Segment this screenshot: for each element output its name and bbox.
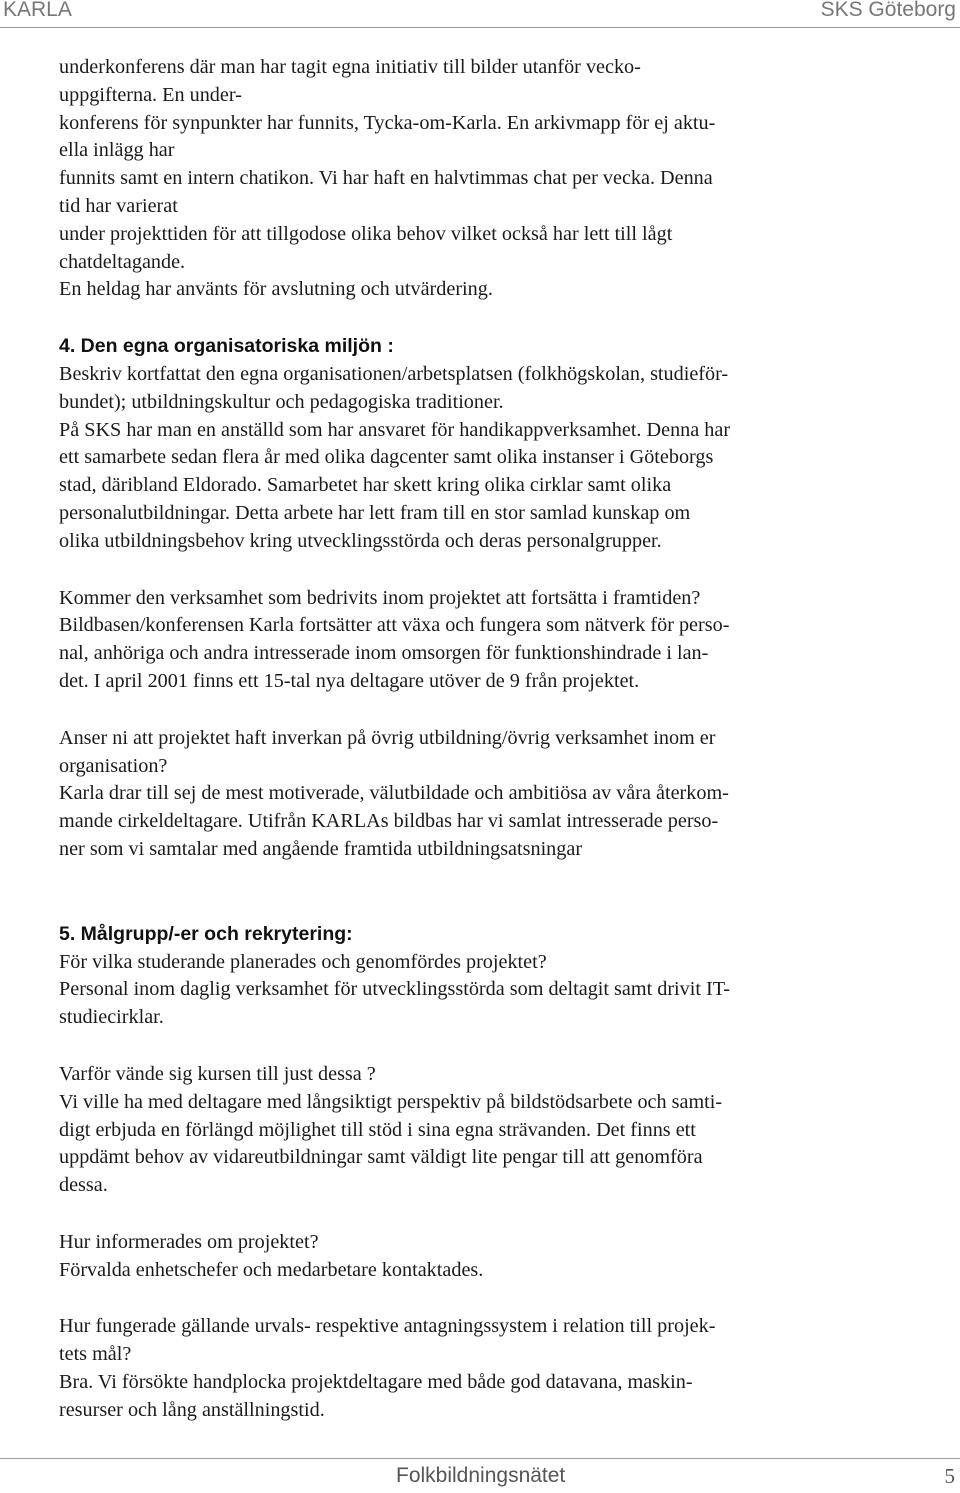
paragraph [59,54,901,304]
header-left-title: KARLA [3,0,72,21]
paragraph-gap [59,304,901,333]
paragraph-gap [59,1284,901,1313]
text-line: Förvalda enhetschefer och medarbetare kontaktades. [59,1258,484,1281]
text-line: mande cirkeldeltagare. Utifrån KARLAs bildbas har vi samlat intresserade perso- [59,810,719,833]
text-line: Vi ville ha med deltagare med långsiktigt perspektiv på bildstödsarbete och samti- [59,1090,723,1113]
paragraph-gap [59,556,901,585]
text-line: bundet); utbildningskultur och pedagogiska traditioner. [59,390,504,413]
paragraph-gap [59,892,901,921]
text-line: under projekttiden för att tillgodose olika behov vilket också har lett till lågt [59,222,673,245]
text-line: uppdämt behov av vidareutbildningar samt väldigt lite pengar till att genomföra [59,1146,703,1169]
text-line: nal, anhöriga och andra intresserade inom omsorgen för funktionshindrade i lan- [59,642,709,665]
text-line: För vilka studerande planerades och genomfördes projektet? [59,950,547,973]
text-line: ella inlägg har [59,139,175,162]
text-line: tid har varierat [59,194,178,217]
paragraph [59,585,901,696]
text-line: uppgifterna. En under- [59,83,242,106]
paragraph [59,1061,901,1200]
paragraph-gap [59,696,901,725]
text-line: Varför vände sig kursen till just dessa ? [59,1062,376,1085]
text-line: Bra. Vi försökte handplocka projektdeltagare med både god datavana, maskin- [59,1371,693,1394]
text-line: stad, däribland Eldorado. Samarbetet har skett kring olika cirklar samt olika [59,474,672,497]
document-body [59,54,901,1425]
running-header [0,0,960,26]
text-line: På SKS har man en anställd som har ansvaret för handikappverksamhet. Denna har [59,418,731,441]
section-heading: 4. Den egna organisatoriska miljön : [59,335,394,358]
text-line: Hur fungerade gällande urvals- respektive antagningssystem i relation till projek- [59,1315,716,1338]
text-line: Kommer den verksamhet som bedrivits inom projektet att fortsätta i framtiden? [59,586,701,609]
header-rule [0,27,960,28]
text-line: konferens för synpunkter har funnits, Tycka-om-Karla. En arkivmapp för ej aktu- [59,111,716,134]
text-line: digt erbjuda en förlängd möjlighet till stöd i sina egna strävanden. Det finns ett [59,1118,696,1141]
paragraph [59,1313,901,1424]
paragraph-gap [59,864,901,892]
paragraph [59,725,901,864]
footer-title: Folkbildningsnätet [396,1464,566,1487]
paragraph [59,949,901,1032]
footer-rule [0,1458,960,1459]
text-line: studiecirklar. [59,1006,164,1029]
section-heading: 5. Målgrupp/-er och rekrytering: [59,922,353,945]
paragraph [59,361,901,556]
page-number: 5 [944,1464,955,1488]
text-line: funnits samt en intern chatikon. Vi har haft en halvtimmas chat per vecka. Denna [59,167,713,190]
text-line: organisation? [59,754,168,777]
header-right-title: SKS Göteborg [820,0,956,21]
text-line: Karla drar till sej de mest motiverade, välutbildade och ambitiösa av våra återkom- [59,782,729,805]
text-line: personalutbildningar. Detta arbete har lett fram till en stor samlad kunskap om [59,501,691,524]
text-line: Beskriv kortfattat den egna organisationen/arbetsplatsen (folkhögskolan, studieför- [59,362,729,385]
text-line: Hur informerades om projektet? [59,1230,319,1253]
paragraph-gap [59,1032,901,1061]
text-line: Personal inom daglig verksamhet för utvecklingsstörda som deltagit samt drivit IT- [59,978,730,1001]
text-line: ett samarbete sedan flera år med olika dagcenter samt olika instanser i Göteborgs [59,446,714,469]
text-line: olika utbildningsbehov kring utvecklingsstörda och deras personalgrupper. [59,529,662,552]
text-line: resurser och lång anställningstid. [59,1398,325,1421]
text-line: Bildbasen/konferensen Karla fortsätter att växa och fungera som nätverk för perso- [59,614,730,637]
text-line: tets mål? [59,1343,132,1366]
text-line: underkonferens där man har tagit egna initiativ till bilder utanför vecko- [59,56,641,78]
text-line: Anser ni att projektet haft inverkan på övrig utbildning/övrig verksamhet inom er [59,726,716,749]
text-line: det. I april 2001 finns ett 15-tal nya deltagare utöver de 9 från projektet. [59,669,640,692]
text-line: ner som vi samtalar med angående framtida utbildningsatsningar [59,837,583,860]
text-line: En heldag har använts för avslutning och utvärdering. [59,278,493,301]
text-line: dessa. [59,1174,108,1197]
paragraph [59,1229,901,1285]
paragraph-gap [59,1200,901,1229]
text-line: chatdeltagande. [59,250,186,273]
